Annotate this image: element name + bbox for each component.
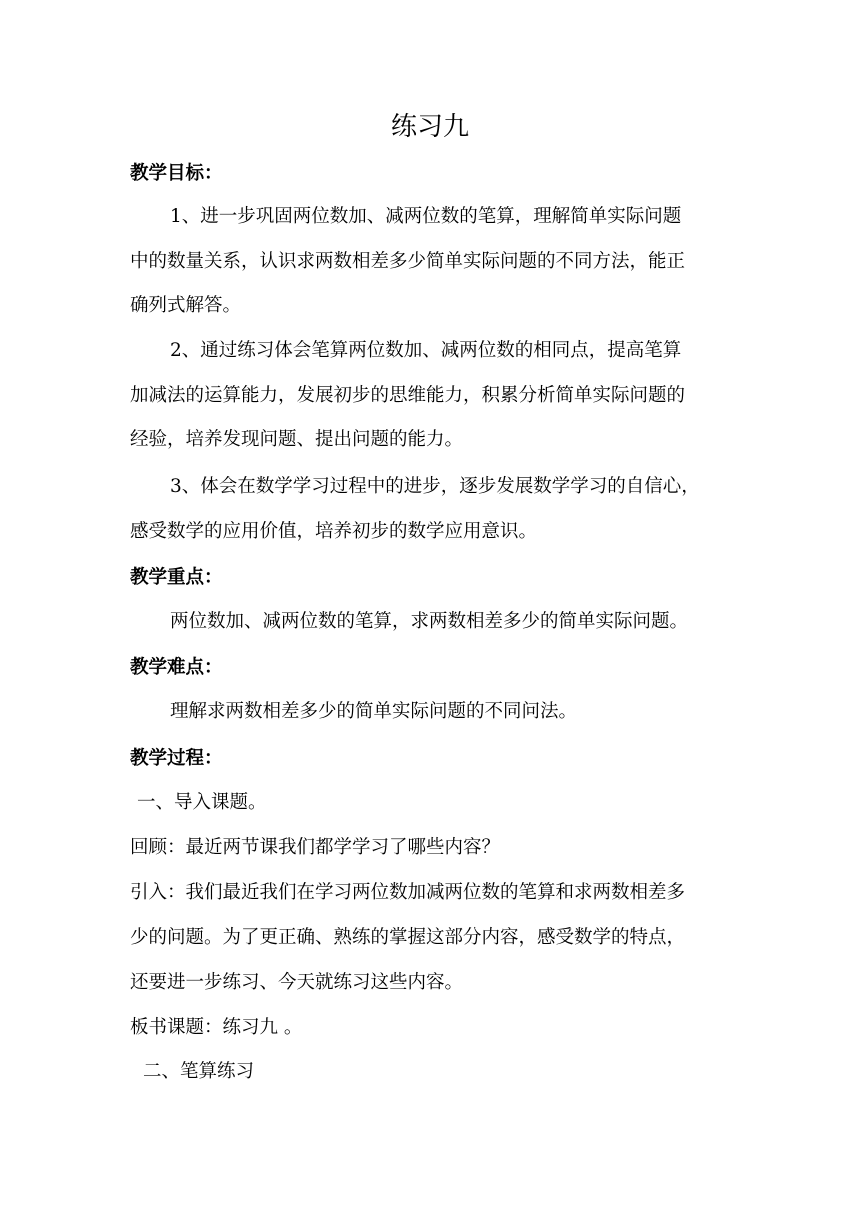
objective-1-line-3: 确列式解答。 (130, 295, 242, 316)
objective-3-line-1: 3、体会在数学学习过程中的进步，逐步发展数学学习的自信心， (170, 476, 700, 497)
objective-1-line-2: 中的数量关系，认识求两数相差多少简单实际问题的不同方法，能正 (130, 251, 686, 272)
heading-objectives: 教学目标： (130, 163, 223, 184)
board-title-text: 板书课题：练习九 。 (130, 1017, 303, 1038)
review-text: 回顾：最近两节课我们都学学习了哪些内容？ (130, 837, 501, 858)
heading-difficulties: 教学难点： (130, 657, 223, 678)
heading-key-points: 教学重点： (130, 567, 223, 588)
section-1-title: 一、导入课题。 (137, 792, 267, 813)
document-title: 练习九 (390, 112, 469, 142)
intro-line-2: 少的问题。为了更正确、熟练的掌握这部分内容，感受数学的特点， (130, 927, 686, 948)
intro-line-1: 引入：我们最近我们在学习两位数加减两位数的笔算和求两数相差多 (130, 882, 686, 903)
heading-process: 教学过程： (130, 748, 223, 769)
key-point-text: 两位数加、减两位数的笔算，求两数相差多少的简单实际问题。 (170, 611, 689, 632)
objective-3-line-2: 感受数学的应用价值，培养初步的数学应用意识。 (130, 521, 538, 542)
objective-2-line-2: 加减法的运算能力，发展初步的思维能力，积累分析简单实际问题的 (130, 385, 686, 406)
objective-1-line-1: 1、进一步巩固两位数加、减两位数的笔算，理解简单实际问题 (170, 206, 682, 227)
intro-line-3: 还要进一步练习、今天就练习这些内容。 (130, 972, 464, 993)
section-2-title: 二、笔算练习 (143, 1061, 255, 1082)
difficulty-text: 理解求两数相差多少的简单实际问题的不同问法。 (170, 701, 578, 722)
objective-2-line-1: 2、通过练习体会笔算两位数加、减两位数的相同点，提高笔算 (170, 340, 682, 361)
objective-2-line-3: 经验，培养发现问题、提出问题的能力。 (130, 429, 464, 450)
